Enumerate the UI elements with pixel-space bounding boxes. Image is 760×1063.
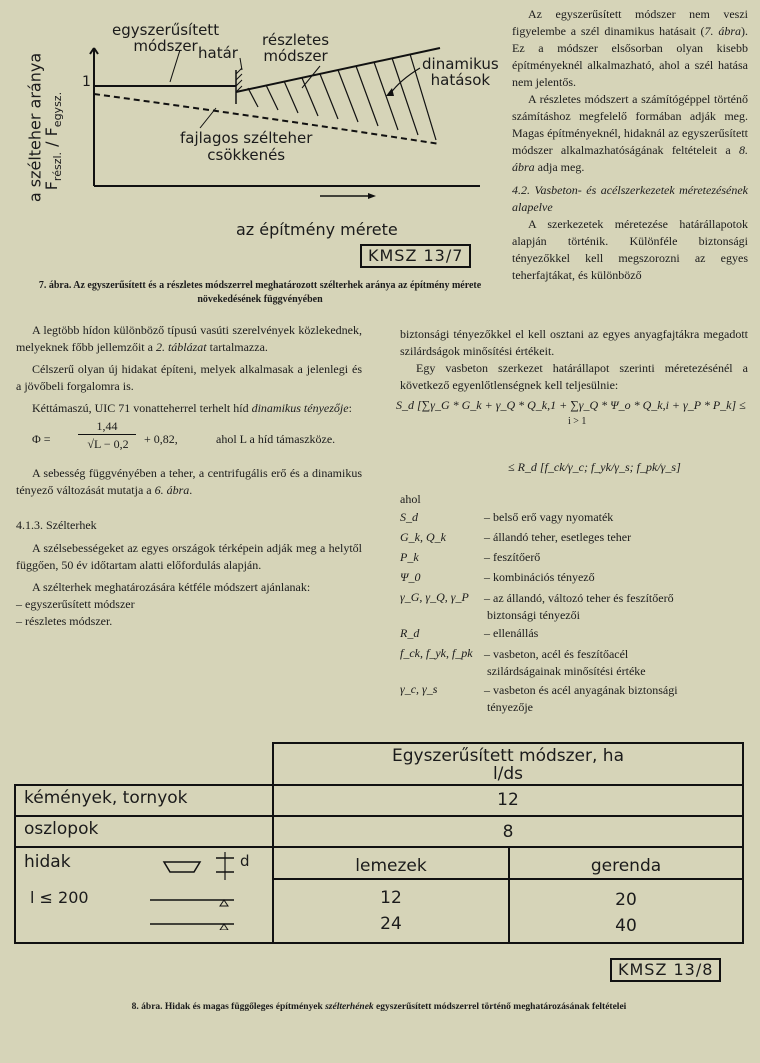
row-label-chimneys: kémények, tornyok xyxy=(24,788,188,808)
column-header-girder: gerenda xyxy=(590,856,662,876)
symbol-definition: – vasbeton, acél és feszítőacél szilárdságainak minősítési értéke xyxy=(484,647,646,678)
label-detailed: részletes módszer xyxy=(262,31,330,65)
symbol-definition: – ellenállás xyxy=(484,626,539,640)
value-slab-2: 24 xyxy=(380,914,402,934)
formula-sum-index: i > 1 xyxy=(568,416,587,427)
symbol: R_d xyxy=(400,626,420,640)
formula-line-2: ≤ R_d [f_ck/γ_c; f_yk/γ_s; f_pk/γ_s] xyxy=(508,460,681,474)
kmsz-13-8-stamp: KMSZ 13/8 xyxy=(610,958,721,982)
symbol: G_k, Q_k xyxy=(400,530,446,544)
paragraph-detailed: A részletes módszert a számítógéppel történő számításhoz megfelelő formában adják meg. Magas építményeknél, hidaknál az egyszerűsített módszer alkalmazhatóságának feltételeit a 8. ábra adja meg. xyxy=(512,92,748,174)
wide-right-block xyxy=(400,326,748,394)
row-label-bridges: hidak xyxy=(24,852,71,872)
deck-section-icon xyxy=(164,862,200,872)
column-header-slabs: lemezek xyxy=(355,856,427,876)
table-header: Egyszerűsített módszer, ha xyxy=(391,746,624,766)
section-heading-4-2: 4.2. Vasbeton- és acélszerkezetek méretezésének alapelve xyxy=(512,183,748,214)
section-heading-4-1-3: 4.1.3. Szélterhek xyxy=(16,518,97,532)
left-column xyxy=(16,322,362,630)
hatching xyxy=(248,54,436,140)
kmsz-13-7-stamp: KMSZ 13/7 xyxy=(360,244,471,268)
value-girder-1: 20 xyxy=(615,890,637,910)
symbol: f_ck, f_yk, f_pk xyxy=(400,646,473,660)
paragraph-wind-speeds: A szélsebességeket az egyes országok térképein adják meg a helytől függően, 50 év időtartam alatti előfordulás alapján. xyxy=(16,541,362,572)
y-axis-label-ratio: $F_{részl.} / F_{egysz.}$ xyxy=(41,91,65,191)
paragraph-simplified: Az egyszerűsített módszer nem veszi figyelembe a szél dinamikus hatásait (7. ábra). Ez a módszer elsősorban olyan kisebb építményeknél alkalmazható, ahol a szél hatása nem jelentős. xyxy=(512,7,749,89)
label-dynamic: dinamikus hatások xyxy=(422,55,499,89)
right-column xyxy=(512,6,748,284)
symbol: γ_G, γ_Q, γ_P xyxy=(400,590,469,604)
symbol-definition: – vasbeton és acél anyagának biztonsági tényezője xyxy=(484,683,678,714)
y-axis-label-main: a szélteher aránya xyxy=(25,52,45,203)
paragraph-speed: A sebesség függvényében a teher, a centrifugális erő és a dinamikus tényező változását mutatja a 6. ábra. xyxy=(16,466,362,497)
paragraph-material-factors: biztonsági tényezőkkel el kell osztani az egyes anyagfajtákra megadott szilárdságok minősítési értékeit. xyxy=(400,327,748,358)
row-value-chimneys: 12 xyxy=(497,790,519,810)
value-girder-2: 40 xyxy=(615,916,637,936)
symbol: γ_c, γ_s xyxy=(400,682,438,696)
table-header-ratio: l/ds xyxy=(492,764,524,784)
value-slab-1: 12 xyxy=(380,888,402,908)
symbol-definition: – kombinációs tényező xyxy=(484,570,595,584)
label-specific-load: fajlagos szélteher csökkenés xyxy=(180,129,313,164)
symbol: Ψ_0 xyxy=(400,570,421,584)
span-label: l ≤ 200 xyxy=(30,888,89,907)
paragraph-inequality: Egy vasbeton szerkezet határállapot szerinti méretezésénél a következő egyenlőtlenségnek kell teljesülnie: xyxy=(400,361,748,392)
formula-phi: Φ = 1,44 √L − 0,2 + 0,82, ahol L a híd támaszköze. xyxy=(32,419,336,451)
symbol-definition: – állandó teher, esetleges teher xyxy=(484,530,632,544)
x-axis-label: az építmény mérete xyxy=(236,220,398,239)
label-simplified: egyszerűsített módszer xyxy=(112,21,220,55)
paragraph-limit-states: A szerkezetek méretezése határállapotok alapján történik. Különféle biztonsági tényezőkkel kell megszorozni az egyes teherfajtákat, és különböző xyxy=(512,217,748,282)
list-item: – részletes módszer. xyxy=(16,614,113,628)
paragraph-dynamic-factor: Kéttámaszú, UIC 71 vonatteherrel terhelt híd dinamikus tényezője: xyxy=(32,401,352,415)
paragraph-wind-methods: A szélterhek meghatározására kétféle módszert ajánlanak: xyxy=(32,580,311,594)
list-item: – egyszerűsített módszer xyxy=(16,597,135,611)
figure-7-caption: 7. ábra. Az egyszerűsített és a részletes módszerrel meghatározott szélterhek aránya az építmény mérete növekedésének függvényében xyxy=(38,280,482,305)
row-label-columns: oszlopok xyxy=(24,819,99,839)
symbol-definition: – belső erő vagy nyomaték xyxy=(484,510,614,524)
symbol-definition: – az állandó, változó teher és feszítőerő biztonsági tényezői xyxy=(484,591,674,622)
figure-8-caption: 8. ábra. Hidak és magas függőleges építmények szélterhének egyszerűsített módszerrel történő meghatározásának feltételei xyxy=(131,1002,627,1012)
label-limit: határ xyxy=(198,44,238,62)
paragraph-train-types: A legtöbb hídon különböző típusú vasúti szerelvények közlekednek, melyeknek főbb jellemzőit a 2. táblázat tartalmazza. xyxy=(16,323,362,354)
symbol-definition: – feszítőerő xyxy=(484,550,541,564)
paragraph-new-bridges: Célszerű olyan új hidakat építeni, melyek alkalmasak a jelenlegi és a jövőbeli forgalomra is. xyxy=(16,362,362,393)
formula-line-1: S_d [∑γ_G * G_k + γ_Q * Q_k,1 + ∑γ_Q * Ψ_o * Q_k,i + γ_P * P_k] ≤ xyxy=(396,398,746,412)
ahol-label: ahol xyxy=(400,492,421,506)
symbol: P_k xyxy=(400,550,419,564)
symbol: S_d xyxy=(400,510,418,524)
tick-one: 1 xyxy=(82,74,91,90)
row-value-columns: 8 xyxy=(502,822,514,842)
depth-label: d xyxy=(240,852,250,870)
